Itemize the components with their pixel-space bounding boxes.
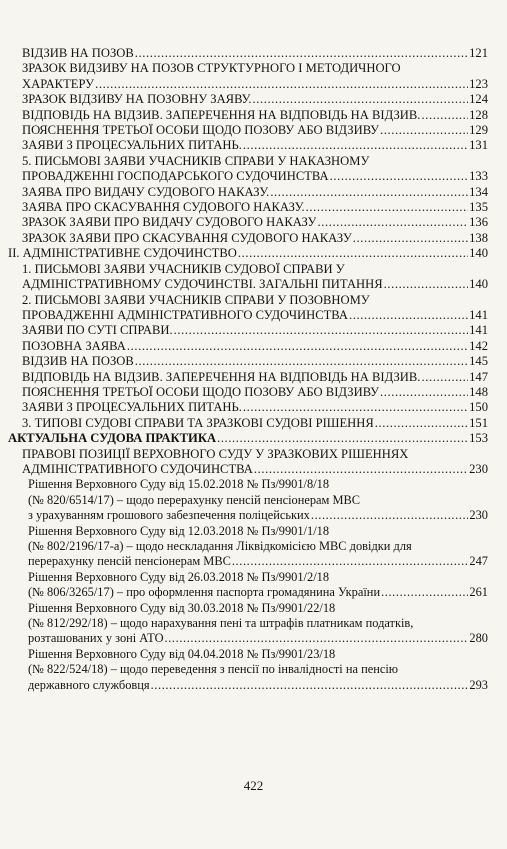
toc-entry-title: ХАРАКТЕРУ	[22, 76, 95, 91]
toc-entry-line: Рішення Верховного Суду від 26.03.2018 № Пз/9901/2/18	[28, 569, 330, 584]
dot-leader	[243, 138, 468, 153]
dot-leader	[165, 631, 469, 646]
toc-entry-last-line	[22, 339, 488, 354]
toc-entry-line: 5. ПИСЬМОВІ ЗАЯВИ УЧАСНИКІВ СПРАВИ У НАКАЗНОМУ	[22, 153, 370, 168]
dot-leader	[217, 431, 468, 446]
toc-entry-page: 138	[469, 230, 488, 245]
toc-entry-title: ЗРАЗОК ЗАЯВИ ПРО ВИДАЧУ СУДОВОГО НАКАЗУ	[22, 215, 317, 230]
dot-leader	[375, 416, 468, 431]
toc-entry-title: розташованих у зоні АТО	[28, 631, 164, 646]
toc-entry-title: ПОЯСНЕННЯ ТРЕТЬОЇ ОСОБИ ЩОДО ПОЗОВУ АБО ВІДЗИВУ	[22, 123, 379, 138]
dot-leader	[254, 462, 468, 477]
dot-leader	[174, 323, 469, 338]
toc-entry-last-line	[28, 678, 488, 693]
toc-entry-title: ЗАЯВА ПРО СКАСУВАННЯ СУДОВОГО НАКАЗУ.	[22, 200, 305, 215]
toc-entry-line: ЗРАЗОК ВИДЗИВУ НА ПОЗОВ СТРУКТУРНОГО І МЕТОДИЧНОГО	[22, 61, 401, 76]
toc-entry-title: ЗАЯВА ПРО ВИДАЧУ СУДОВОГО НАКАЗУ.	[22, 184, 270, 199]
dot-leader	[349, 308, 468, 323]
toc-entry-line: (№ 812/292/18) – щодо нарахування пені та штрафів платникам податків,	[28, 616, 414, 631]
toc-entry-last-line	[22, 108, 488, 123]
dot-leader	[238, 246, 468, 261]
toc-entry	[22, 200, 488, 215]
toc-entry-page: 148	[469, 384, 488, 399]
toc-entry-last-line	[22, 200, 488, 215]
toc-entry	[22, 370, 488, 385]
dot-leader	[381, 585, 468, 600]
dot-leader	[127, 339, 468, 354]
toc-entry-page: 128	[469, 107, 488, 122]
toc-entry-last-line	[28, 631, 488, 646]
dot-leader	[421, 108, 468, 123]
dot-leader	[384, 277, 468, 292]
toc-entry	[22, 447, 488, 478]
toc-entry	[22, 61, 488, 92]
toc-entry-title: АКТУАЛЬНА СУДОВА ПРАКТИКА	[8, 431, 217, 446]
toc-entry	[22, 138, 488, 153]
toc-entry	[22, 385, 488, 400]
toc-entry	[8, 431, 488, 446]
toc-entry-page: 142	[469, 338, 488, 353]
toc-entry-last-line	[22, 385, 488, 400]
toc-entry-page: 150	[469, 400, 488, 415]
dot-leader	[151, 678, 469, 693]
toc-entry	[28, 647, 488, 693]
table-of-contents	[8, 46, 488, 693]
toc-entry-last-line	[22, 138, 488, 153]
toc-entry-title: перерахунку пенсій пенсіонерам МВС	[28, 554, 231, 569]
dot-leader	[243, 400, 468, 415]
toc-entry	[28, 477, 488, 523]
page-number: 422	[243, 778, 264, 793]
toc-entry-last-line	[22, 77, 488, 92]
toc-entry-page: 151	[469, 415, 488, 430]
toc-entry-title: ПРОВАДЖЕННІ ГОСПОДАРСЬКОГО СУДОЧИНСТВА	[22, 169, 329, 184]
toc-entry	[28, 601, 488, 647]
toc-entry	[22, 185, 488, 200]
toc-entry-line: (№ 822/524/18) – щодо переведення з пенсії по інвалідності на пенсію	[28, 662, 399, 677]
toc-entry-line: (№ 802/2196/17-а) – щодо нескладання Ліквідкомісією МВС довідки для	[28, 539, 412, 553]
toc-entry-title: ЗАЯВИ З ПРОЦЕСУАЛЬНИХ ПИТАНЬ.	[22, 400, 242, 415]
dot-leader	[135, 354, 468, 369]
toc-entry-last-line	[22, 169, 488, 184]
toc-entry-page: 293	[469, 677, 488, 692]
toc-entry-last-line	[22, 46, 488, 61]
dot-leader	[306, 200, 468, 215]
toc-entry-line: 2. ПИСЬМОВІ ЗАЯВИ УЧАСНИКІВ СПРАВИ У ПОЗОВНОМУ	[22, 292, 370, 307]
toc-entry	[22, 400, 488, 415]
toc-entry-title: ЗАЯВИ З ПРОЦЕСУАЛЬНИХ ПИТАНЬ.	[22, 138, 242, 153]
toc-entry-title: ВІДПОВІДЬ НА ВІДЗИВ. ЗАПЕРЕЧЕННЯ НА ВІДПОВІДЬ НА ВІДЗИВ.	[22, 107, 421, 122]
toc-entry-page: 136	[469, 215, 488, 230]
dot-leader	[95, 77, 468, 92]
toc-entry-page: 147	[469, 369, 488, 384]
dot-leader	[270, 185, 468, 200]
toc-entry-last-line	[28, 554, 488, 569]
toc-entry-title: ПОЗОВНА ЗАЯВА	[22, 338, 126, 353]
toc-entry-title: ВІДЗИВ НА ПОЗОВ	[22, 46, 134, 60]
toc-entry-page: 140	[469, 246, 488, 261]
toc-entry	[22, 323, 488, 338]
toc-entry-page: 230	[469, 508, 488, 523]
toc-entry-last-line	[28, 585, 488, 600]
toc-entry-last-line	[22, 215, 488, 230]
toc-entry	[22, 339, 488, 354]
toc-entry-line: Рішення Верховного Суду від 12.03.2018 № Пз/9901/1/18	[28, 523, 330, 538]
toc-entry-last-line	[22, 416, 488, 431]
toc-entry-page: 123	[469, 76, 488, 91]
toc-entry-last-line	[22, 400, 488, 415]
dot-leader	[135, 46, 468, 61]
toc-entry-last-line	[22, 277, 488, 292]
toc-entry-title: ПОЯСНЕННЯ ТРЕТЬОЇ ОСОБИ ЩОДО ПОЗОВУ АБО ВІДЗИВУ	[22, 384, 379, 399]
toc-entry-page: 133	[469, 169, 488, 184]
dot-leader	[380, 385, 468, 400]
toc-entry-page: 121	[469, 46, 488, 60]
toc-entry-line: ПРАВОВІ ПОЗИЦІЇ ВЕРХОВНОГО СУДУ У ЗРАЗКОВИХ РІШЕННЯХ	[22, 446, 409, 461]
toc-entry	[22, 231, 488, 246]
toc-entry-title: (№ 806/3265/17) – про оформлення паспорта громадянина України	[28, 585, 381, 600]
toc-entry-title: ЗРАЗОК ВІДЗИВУ НА ПОЗОВНУ ЗАЯВУ.	[22, 92, 252, 107]
dot-leader	[311, 508, 469, 523]
toc-entry-last-line	[22, 370, 488, 385]
toc-entry-page: 230	[469, 461, 488, 476]
toc-entry-title: ПРОВАДЖЕННІ АДМІНІСТРАТИВНОГО СУДОЧИНСТВА	[22, 307, 348, 322]
toc-entry-last-line	[22, 123, 488, 138]
dot-leader	[330, 169, 469, 184]
toc-entry	[22, 92, 488, 107]
dot-leader	[232, 554, 469, 569]
toc-entry-page: 261	[469, 585, 488, 600]
toc-entry-page: 124	[469, 92, 488, 107]
dot-leader	[317, 215, 468, 230]
toc-entry-page: 141	[469, 323, 488, 338]
toc-entry-line: Рішення Верховного Суду від 30.03.2018 № Пз/9901/22/18	[28, 600, 336, 615]
toc-entry	[22, 416, 488, 431]
toc-entry-page: 280	[469, 631, 488, 646]
toc-entry-page: 131	[469, 138, 488, 153]
toc-entry	[28, 524, 488, 570]
toc-entry-title: державного службовця	[28, 677, 150, 692]
toc-entry-last-line	[22, 323, 488, 338]
toc-entry-last-line	[22, 185, 488, 200]
toc-entry	[22, 108, 488, 123]
toc-entry-line: 1. ПИСЬМОВІ ЗАЯВИ УЧАСНИКІВ СУДОВОЇ СПРАВИ У	[22, 261, 345, 276]
toc-entry-title: ЗАЯВИ ПО СУТІ СПРАВИ.	[22, 323, 173, 338]
toc-entry-title: 3. ТИПОВІ СУДОВІ СПРАВИ ТА ЗРАЗКОВІ СУДОВІ РІШЕННЯ	[22, 415, 374, 430]
toc-entry-last-line	[8, 431, 488, 446]
dot-leader	[353, 231, 468, 246]
toc-entry-last-line	[8, 246, 488, 261]
toc-entry-page: 129	[469, 123, 488, 138]
toc-entry-title: ІІ. АДМІНІСТРАТИВНЕ СУДОЧИНСТВО	[8, 246, 237, 261]
toc-entry-title: ЗРАЗОК ЗАЯВИ ПРО СКАСУВАННЯ СУДОВОГО НАКАЗУ	[22, 230, 352, 245]
toc-entry-last-line	[22, 231, 488, 246]
toc-entry-title: ВІДПОВІДЬ НА ВІДЗИВ. ЗАПЕРЕЧЕННЯ НА ВІДПОВІДЬ НА ВІДЗИВ.	[22, 369, 421, 384]
toc-entry-page: 247	[469, 554, 488, 569]
toc-entry-page: 135	[469, 200, 488, 215]
toc-entry-page: 140	[469, 277, 488, 292]
dot-leader	[421, 370, 468, 385]
toc-entry-page: 153	[469, 431, 488, 446]
toc-entry-last-line	[22, 92, 488, 107]
toc-entry-line: (№ 820/6514/17) – щодо перерахунку пенсій пенсіонерам МВС	[28, 492, 361, 507]
toc-entry	[28, 570, 488, 601]
toc-entry	[22, 154, 488, 185]
toc-entry	[22, 354, 488, 369]
toc-entry-line: Рішення Верховного Суду від 04.04.2018 № Пз/9901/23/18	[28, 646, 336, 661]
toc-entry-page: 134	[469, 184, 488, 199]
toc-entry-page: 145	[469, 354, 488, 369]
toc-entry-page: 141	[469, 307, 488, 322]
toc-entry-title: АДМІНІСТРАТИВНОГО СУДОЧИНСТВА	[22, 461, 253, 476]
dot-leader	[380, 123, 468, 138]
toc-entry-last-line	[28, 508, 488, 523]
toc-entry-title: АДМІНІСТРАТИВНОМУ СУДОЧИНСТВІ. ЗАГАЛЬНІ ПИТАННЯ	[22, 277, 383, 292]
toc-entry-last-line	[22, 462, 488, 477]
toc-entry-last-line	[22, 354, 488, 369]
toc-entry	[22, 293, 488, 324]
toc-entry	[22, 123, 488, 138]
toc-entry-last-line	[22, 308, 488, 323]
toc-entry	[22, 46, 488, 61]
dot-leader	[252, 92, 468, 107]
toc-entry	[22, 215, 488, 230]
toc-entry	[8, 246, 488, 261]
toc-entry-title: ВІДЗИВ НА ПОЗОВ	[22, 354, 134, 369]
toc-entry	[22, 262, 488, 293]
toc-entry-line: Рішення Верховного Суду від 15.02.2018 № Пз/9901/8/18	[28, 477, 330, 492]
toc-entry-title: з урахуванням грошового забезпечення поліцейських	[28, 508, 310, 523]
